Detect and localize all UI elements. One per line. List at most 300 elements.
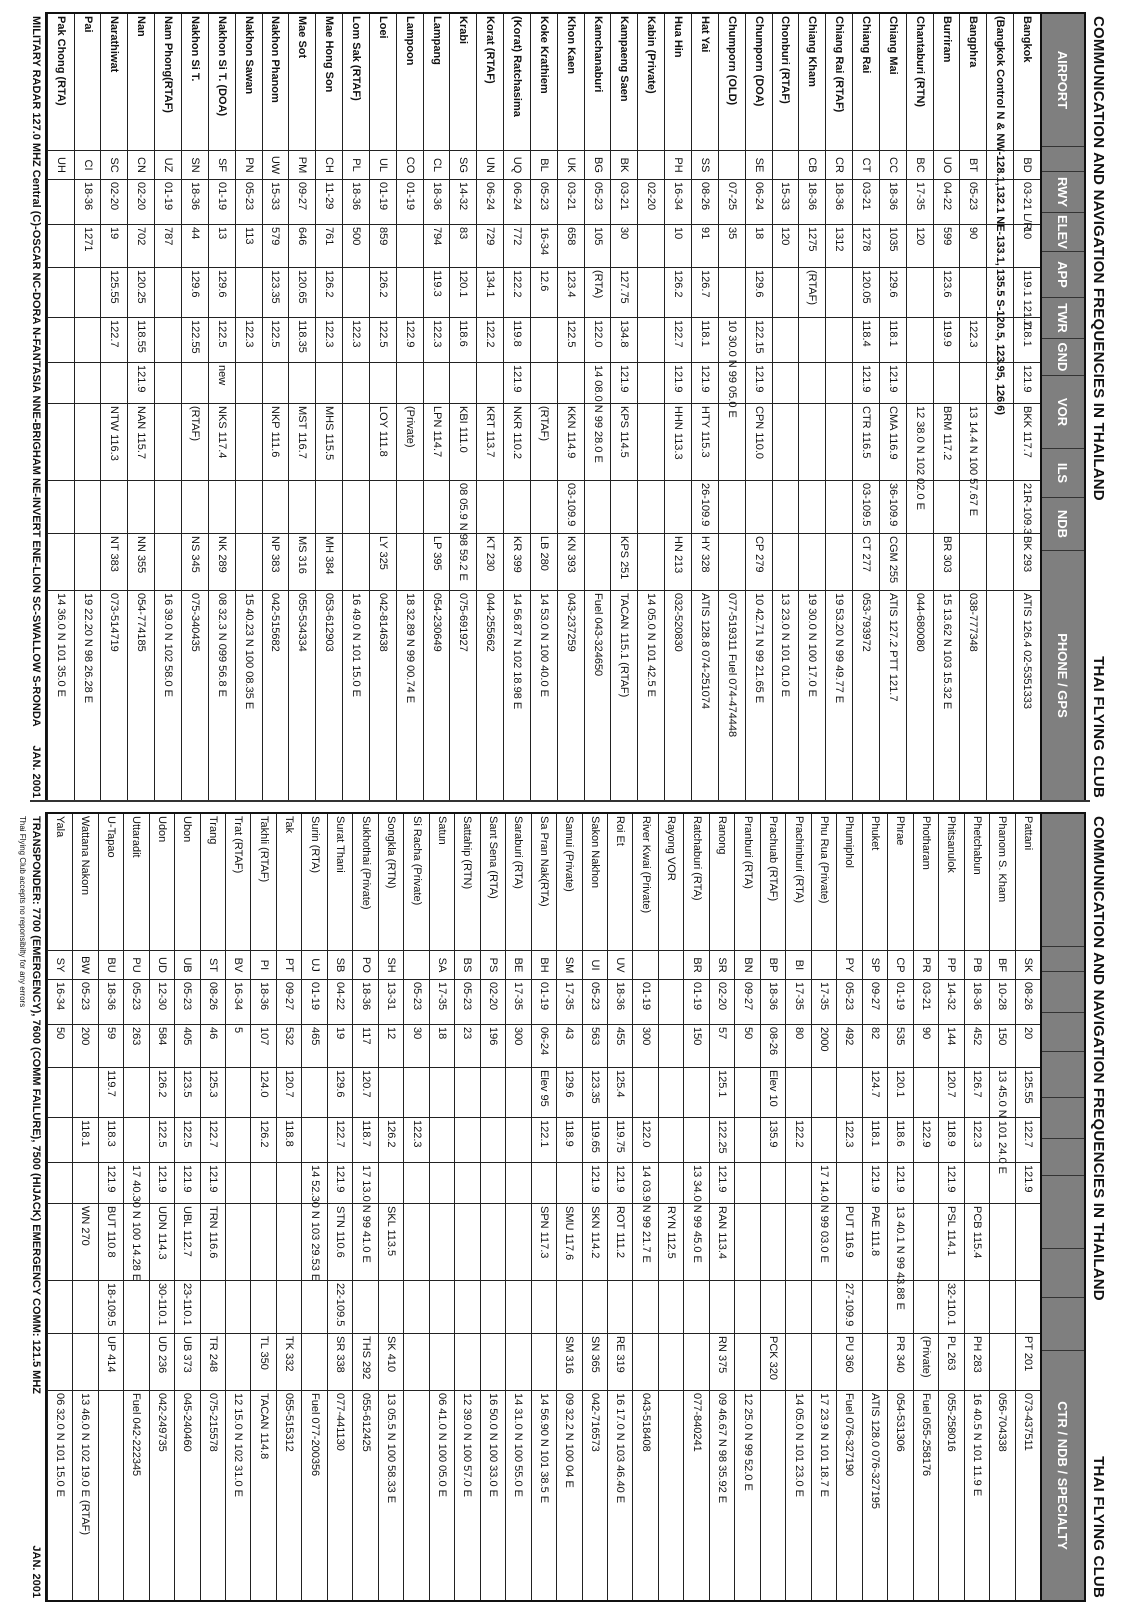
- cell-elevation: 5: [226, 1025, 250, 1068]
- cell-tower: [48, 1118, 72, 1163]
- cell-vor: SMU 117.6: [557, 1204, 581, 1281]
- table-row: [342, 14, 369, 800]
- cell-runway: 07-25: [719, 180, 745, 225]
- table-row: [658, 814, 683, 1600]
- table-row: [480, 814, 505, 1600]
- cell-ils: [101, 481, 127, 534]
- cell-approach: 126.7: [692, 268, 718, 318]
- table-row: [476, 14, 503, 800]
- cell-ground: [343, 363, 369, 404]
- cell-ils: [659, 1281, 683, 1334]
- cell-airport: River Kwai (Private): [634, 814, 658, 951]
- cell-phone-gps: 055-534334: [296, 593, 309, 652]
- cell-approach: [48, 1068, 72, 1118]
- cell-tower: 122.9: [397, 318, 423, 363]
- cell-tower: 122.3: [236, 318, 262, 363]
- cell-elevation: 19: [101, 225, 127, 268]
- cell-ndb: UD 236: [150, 1334, 174, 1391]
- cell-tower: 118.1: [880, 318, 906, 363]
- cell-ils: [201, 1281, 225, 1334]
- cell-runway: 05-23: [455, 980, 479, 1025]
- cell-tower: [812, 1118, 836, 1163]
- table-row: [327, 814, 352, 1600]
- cell-code: [773, 151, 799, 180]
- cell-tower: 122.9: [914, 1118, 938, 1163]
- cell-elevation: 150: [684, 1025, 708, 1068]
- cell-approach: [826, 268, 852, 318]
- cell-ndb: TK 332: [277, 1334, 301, 1391]
- cell-runway: 09-27: [735, 980, 759, 1025]
- table-row: [825, 14, 852, 800]
- cell-ground: [638, 363, 664, 404]
- cell-ils: [638, 481, 664, 534]
- table-row: [149, 814, 174, 1600]
- cell-tower: [638, 318, 664, 363]
- cell-runway: 16-34: [48, 980, 72, 1025]
- cell-ndb: NK 289: [209, 534, 235, 591]
- cell-ils: [1016, 1281, 1040, 1334]
- cell-approach: [124, 1068, 148, 1118]
- cell-approach: [659, 1068, 683, 1118]
- cell-ils: [684, 1281, 708, 1334]
- cell-runway: [48, 180, 74, 225]
- cell-tower: 118.9: [939, 1118, 963, 1163]
- cell-code: UH: [48, 151, 74, 180]
- cell-elevation: [987, 225, 1013, 268]
- table-row: [1013, 14, 1040, 800]
- cell-phone-gps: 09 32.2 N 100 04 E: [563, 1393, 576, 1488]
- cell-airport: Mae Hong Son: [316, 14, 342, 151]
- cell-elevation: 500: [343, 225, 369, 268]
- cell-approach: 119.7: [99, 1068, 123, 1118]
- cell-ils: [987, 481, 1013, 534]
- cell-ndb: KN 393: [558, 534, 584, 591]
- cell-ndb: UP 414: [99, 1334, 123, 1391]
- cell-code: PB: [965, 951, 989, 980]
- table-row: [47, 814, 72, 1600]
- table-row: [852, 14, 879, 800]
- cell-vor: [585, 404, 611, 481]
- cell-tower: 118.35: [289, 318, 315, 363]
- cell-ils: [251, 1281, 275, 1334]
- cell-elevation: 16-34: [531, 225, 557, 268]
- cell-runway: [659, 980, 683, 1025]
- cell-vor: [812, 1204, 836, 1281]
- cell-phone-gps: Fuel 043-324650: [591, 593, 604, 677]
- cell-phone-gps: 055-612425: [359, 1393, 372, 1452]
- sheet-2-rotated: [14, 812, 1109, 1602]
- cell-tower: 122.5: [175, 1118, 199, 1163]
- cell-ground: 121.9: [710, 1163, 734, 1204]
- cell-ils: [289, 481, 315, 534]
- table-row: [154, 14, 181, 800]
- cell-airport: Rayong VOR: [659, 814, 683, 951]
- cell-runway: 01-19: [370, 180, 396, 225]
- cell-ground: 121.9: [583, 1163, 607, 1204]
- cell-runway: 05-23: [585, 180, 611, 225]
- cell-ndb: [343, 534, 369, 591]
- cell-tower: [990, 1118, 1014, 1163]
- cell-runway: 01-19: [888, 980, 912, 1025]
- cell-ndb: THS 292: [353, 1334, 377, 1391]
- cell-runway: 16-34: [665, 180, 691, 225]
- cell-ndb: NP 383: [263, 534, 289, 591]
- cell-phone-gps: [659, 1391, 683, 1600]
- cell-code: [719, 151, 745, 180]
- cell-ground: [277, 1163, 301, 1204]
- cell-elevation: 90: [914, 1025, 938, 1068]
- sheet-1-footer: [26, 12, 45, 802]
- cell-code: UK: [558, 151, 584, 180]
- cell-tower: [124, 1118, 148, 1163]
- cell-ils: [907, 481, 933, 534]
- cell-code: SA: [430, 951, 454, 980]
- cell-elevation: 1035: [880, 225, 906, 268]
- cell-tower: 122.3: [343, 318, 369, 363]
- cell-tower: [48, 318, 74, 363]
- cell-code: PO: [353, 951, 377, 980]
- cell-ndb: NS 345: [182, 534, 208, 591]
- cell-elevation: 787: [155, 225, 181, 268]
- cell-ndb: [48, 534, 74, 591]
- cell-tower: 122.0: [585, 318, 611, 363]
- cell-ils: [343, 481, 369, 534]
- cell-ils: 30-110.1: [150, 1281, 174, 1334]
- cell-ground: [155, 363, 181, 404]
- cell-ground: 17 13.0 N 99 41.0 E: [353, 1163, 377, 1204]
- cell-code: CI: [75, 151, 101, 180]
- cell-elevation: 18: [430, 1025, 454, 1068]
- sheet-2-header: [1086, 812, 1109, 1602]
- cell-ground: [251, 1163, 275, 1204]
- cell-ils: [263, 481, 289, 534]
- table-row: [1015, 814, 1040, 1600]
- cell-phone-gps: 055-515312: [283, 1393, 296, 1452]
- cell-airport: Chumporn (OLD): [719, 14, 745, 151]
- cell-ground: 121.9: [201, 1163, 225, 1204]
- cell-phone-gps: 054-230649: [430, 593, 443, 652]
- cell-code: PT: [277, 951, 301, 980]
- cell-vor: NTW 116.3: [101, 404, 127, 481]
- cell-approach: 123.4: [558, 268, 584, 318]
- cell-ils: [404, 1281, 428, 1334]
- cell-elevation: 1275: [799, 225, 825, 268]
- cell-phone-gps: 042-515682: [269, 593, 282, 652]
- frequency-table-2: [45, 812, 1086, 1602]
- cell-ndb: CP 279: [746, 534, 772, 591]
- sheet-2-transponder-note: TRANSPONDER: 7700 (EMERGENCY), 7600 (COMM FAILURE), 7500 (HIJACK) EMERGENCY COMM: 121.5 MHZ: [30, 816, 42, 1395]
- cell-airport: Sattahip (RTN): [455, 814, 479, 951]
- cell-ils: [914, 1281, 938, 1334]
- cell-airport: Prachuab (RTAF): [761, 814, 785, 951]
- cell-approach: 120.7: [277, 1068, 301, 1118]
- cell-approach: 123.35: [263, 268, 289, 318]
- cell-runway: 01-19: [532, 980, 556, 1025]
- cell-phone-gps: 06 32.0 N 101 15.0 E: [53, 1393, 66, 1497]
- cell-ils: [710, 1281, 734, 1334]
- sheet-2-footer-note: [16, 816, 42, 1394]
- table-1-header-row: [1040, 14, 1084, 800]
- table-row: [584, 14, 611, 800]
- cell-approach: [397, 268, 423, 318]
- cell-elevation: 859: [370, 225, 396, 268]
- table-row: [530, 14, 557, 800]
- cell-phone-gps: 16 49.0 N 101 15.0 E: [349, 593, 362, 697]
- cell-airport: Phetchabun: [965, 814, 989, 951]
- cell-tower: [226, 1118, 250, 1163]
- cell-ground: 121.9: [608, 1163, 632, 1204]
- cell-ils: [665, 481, 691, 534]
- cell-tower: [987, 318, 1013, 363]
- cell-code: UD: [150, 951, 174, 980]
- cell-approach: [430, 1068, 454, 1118]
- cell-phone-gps: 19 30.0 N 100 17.0 E: [806, 593, 819, 697]
- cell-airport: Nakhon Phanom: [263, 14, 289, 151]
- cell-runway: 18-36: [182, 180, 208, 225]
- cell-runway: 18-36: [99, 980, 123, 1025]
- cell-ndb: BK 293: [1014, 534, 1040, 591]
- table-row: [181, 14, 208, 800]
- cell-vor: NKR 110.2: [504, 404, 530, 481]
- cell-ground: 121.9: [939, 1163, 963, 1204]
- cell-vor: PAE 111.8: [863, 1204, 887, 1281]
- cell-airport: Saraburi (RTA): [506, 814, 530, 951]
- cell-approach: [455, 1068, 479, 1118]
- cell-code: PR: [914, 951, 938, 980]
- cell-ndb: LP 395: [424, 534, 450, 591]
- cell-vor: RAN 113.4: [710, 1204, 734, 1281]
- cell-elevation: 150: [990, 1025, 1014, 1068]
- cell-phone-gps: 18 32.89 N 99 00.74 E: [403, 593, 416, 704]
- cell-elevation: 144: [939, 1025, 963, 1068]
- cell-code: [634, 951, 658, 980]
- table-row: [352, 814, 377, 1600]
- cell-approach: 125.1: [710, 1068, 734, 1118]
- cell-vor: [226, 1204, 250, 1281]
- cell-runway: [987, 180, 1013, 225]
- table-row: [127, 14, 154, 800]
- cell-tower: [481, 1118, 505, 1163]
- table-row: [423, 14, 450, 800]
- cell-ndb: [450, 534, 476, 591]
- table-row: [582, 814, 607, 1600]
- cell-elevation: [397, 225, 423, 268]
- cell-approach: [634, 1068, 658, 1118]
- cell-elevation: 08-26: [761, 1025, 785, 1068]
- cell-runway: 05-23: [960, 180, 986, 225]
- cell-airport: Prachinburi (RTA): [786, 814, 810, 951]
- cell-runway: 09-27: [277, 980, 301, 1025]
- cell-vor: [735, 1204, 759, 1281]
- cell-airport: Hua Hin: [665, 14, 691, 151]
- column-header-tower: [1042, 1098, 1084, 1139]
- cell-ils: [965, 1281, 989, 1334]
- cell-ndb: MH 384: [316, 534, 342, 591]
- cell-elevation: 535: [888, 1025, 912, 1068]
- cell-runway: 09-27: [863, 980, 887, 1025]
- cell-elevation: 492: [837, 1025, 861, 1068]
- cell-phone-gps: [404, 1391, 428, 1600]
- cell-vor: KPS 114.5: [612, 404, 638, 481]
- cell-vor: 12 38.0 N 102 02.0 E: [907, 404, 933, 481]
- cell-code: SY: [48, 951, 72, 980]
- cell-runway: 08-26: [201, 980, 225, 1025]
- frequency-sheet-1: [14, 12, 1109, 802]
- cell-airport: Chiang Mai: [880, 14, 906, 151]
- column-header-ndb: [1042, 1298, 1084, 1351]
- cell-elevation: 120: [907, 225, 933, 268]
- cell-ils: [302, 1281, 326, 1334]
- cell-approach: 124.0: [251, 1068, 275, 1118]
- cell-ground: [907, 363, 933, 404]
- sheet-1-date: JAN. 2001: [30, 745, 42, 798]
- cell-runway: 01-19: [397, 180, 423, 225]
- cell-approach: [236, 268, 262, 318]
- cell-tower: 134.8: [612, 318, 638, 363]
- cell-ils: [353, 1281, 377, 1334]
- cell-elevation: 20: [1016, 1025, 1040, 1068]
- cell-code: SP: [863, 951, 887, 980]
- cell-code: BG: [585, 151, 611, 180]
- cell-code: BR: [684, 951, 708, 980]
- cell-phone-gps: Fuel 042-222345: [130, 1393, 143, 1477]
- cell-airport: Kampaeng Saen: [612, 14, 638, 151]
- cell-vor: [786, 1204, 810, 1281]
- cell-tower: [735, 1118, 759, 1163]
- cell-vor: ROT 111.2: [608, 1204, 632, 1281]
- cell-ndb: [990, 1334, 1014, 1391]
- cell-ndb: [907, 534, 933, 591]
- table-row: [887, 814, 912, 1600]
- cell-phone-gps: 16 40.5 N 101 11.9 E: [970, 1393, 983, 1497]
- cell-tower: [907, 318, 933, 363]
- cell-airport: Pattani: [1016, 814, 1040, 951]
- cell-airport: Ranong: [710, 814, 734, 951]
- cell-ils: [990, 1281, 1014, 1334]
- cell-approach: 119.3: [424, 268, 450, 318]
- cell-code: PI: [251, 951, 275, 980]
- cell-airport: Kabin (Private): [638, 14, 664, 151]
- cell-ground: [450, 363, 476, 404]
- frequency-sheet-2: [14, 812, 1109, 1602]
- cell-airport: Hat Yai: [692, 14, 718, 151]
- cell-vor: [914, 1204, 938, 1281]
- cell-airport: Roi Et: [608, 814, 632, 951]
- cell-phone-gps: ATIS 126.4 02-5351333: [1021, 593, 1034, 709]
- cell-vor: [826, 404, 852, 481]
- cell-airport: Songkla (RTN): [379, 814, 403, 951]
- cell-ndb: [799, 534, 825, 591]
- sheet-2-disclaimer: Thai Flying Club accepts no reponsibilty for any errors: [18, 816, 27, 1008]
- sheet-1-title: COMMUNICATION AND NAVIGATION FREQUENCIES IN THAILAND: [1090, 16, 1107, 501]
- cell-ground: [914, 1163, 938, 1204]
- cell-approach: 123.6: [934, 268, 960, 318]
- cell-phone-gps: 10 42.71 N 99 21.65 E: [752, 593, 765, 704]
- cell-runway: 17-35: [557, 980, 581, 1025]
- cell-elevation: 30: [612, 225, 638, 268]
- cell-vor: STN 110.6: [328, 1204, 352, 1281]
- cell-ground: [960, 363, 986, 404]
- cell-runway: 08-26: [1016, 980, 1040, 1025]
- cell-tower: 122.5: [370, 318, 396, 363]
- cell-airport: Krabi: [450, 14, 476, 151]
- cell-ground: [481, 1163, 505, 1204]
- cell-approach: [987, 268, 1013, 318]
- column-header-airport: AIRPORT: [1042, 14, 1084, 147]
- cell-ndb: [634, 1334, 658, 1391]
- cell-vor: [277, 1204, 301, 1281]
- cell-tower: [455, 1118, 479, 1163]
- cell-phone-gps: 054-774185: [135, 593, 148, 652]
- cell-vor: LOY 111.8: [370, 404, 396, 481]
- table-2-body: [47, 814, 1040, 1600]
- cell-approach: 120.7: [939, 1068, 963, 1118]
- cell-ils: [888, 1281, 912, 1334]
- cell-airport: Yala: [48, 814, 72, 951]
- cell-approach: [773, 268, 799, 318]
- cell-airport: Chantaburi (RTN): [907, 14, 933, 151]
- cell-tower: 122.5: [150, 1118, 174, 1163]
- cell-elevation: 1312: [826, 225, 852, 268]
- cell-airport: Sa Pran Nak(RTA): [532, 814, 556, 951]
- cell-runway: 18-36: [761, 980, 785, 1025]
- cell-code: UI: [583, 951, 607, 980]
- cell-elevation: 2000: [812, 1025, 836, 1068]
- cell-elevation: 646: [289, 225, 315, 268]
- table-row: [989, 814, 1014, 1600]
- cell-approach: [302, 1068, 326, 1118]
- column-header-runway: [1042, 972, 1084, 1013]
- cell-approach: 120.05: [853, 268, 879, 318]
- cell-ground: [826, 363, 852, 404]
- sheet-1-footer-note: MILITARY RADAR 127.0 MHZ Central (C)-OSCAR NC-DORA N-FANTASIA NNE-BRIGHAM NE-INVERT ENE-LION SC-SWALLOW S-RONDA: [30, 16, 42, 727]
- table-row: [47, 14, 74, 800]
- cell-approach: 12.6: [531, 268, 557, 318]
- cell-approach: Elev 10: [761, 1068, 785, 1118]
- cell-ground: 17 14.0 N 99 03.0 E: [812, 1163, 836, 1204]
- cell-ils: 36-109.9: [880, 481, 906, 534]
- cell-elevation: 10: [665, 225, 691, 268]
- cell-vor: MST 116.7: [289, 404, 315, 481]
- table-row: [611, 14, 638, 800]
- cell-tower: [155, 318, 181, 363]
- cell-phone-gps: 043-237259: [564, 593, 577, 652]
- cell-airport: Nakhon Si T.: [182, 14, 208, 151]
- cell-vor: KBI 111.0: [450, 404, 476, 481]
- cell-ils: 08 05.9 N 98 59.2 E: [450, 481, 476, 534]
- cell-vor: 13 14.4 N 100 57.67 E: [960, 404, 986, 481]
- cell-tower: [799, 318, 825, 363]
- cell-ils: [583, 1281, 607, 1334]
- cell-tower: 122.7: [328, 1118, 352, 1163]
- cell-airport: Nakhon Sawan: [236, 14, 262, 151]
- cell-ndb: HN 213: [665, 534, 691, 591]
- cell-phone-gps: 044-680080: [913, 593, 926, 652]
- table-row: [607, 814, 632, 1600]
- cell-phone-gps: 12 15.0 N 102 31.0 E: [232, 1393, 245, 1497]
- cell-runway: 06-24: [504, 180, 530, 225]
- table-row: [403, 814, 428, 1600]
- cell-airport: Bangkok: [1014, 14, 1040, 151]
- table-row: [250, 814, 275, 1600]
- table-row: [734, 814, 759, 1600]
- cell-code: BK: [612, 151, 638, 180]
- cell-code: BH: [532, 951, 556, 980]
- cell-phone-gps: 16 17.0 N 103 46.40 E: [614, 1393, 627, 1504]
- cell-airport: Udon: [150, 814, 174, 951]
- cell-ndb: RE 319: [608, 1334, 632, 1391]
- cell-ndb: TR 248: [201, 1334, 225, 1391]
